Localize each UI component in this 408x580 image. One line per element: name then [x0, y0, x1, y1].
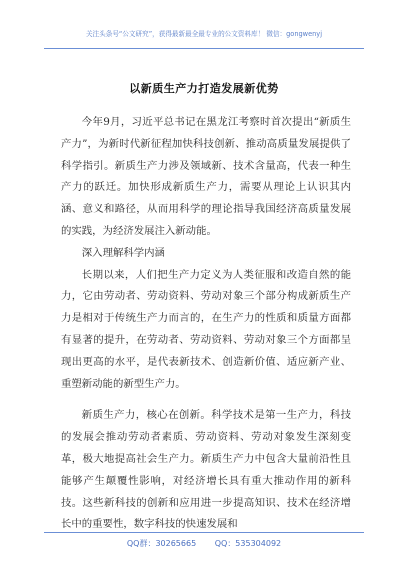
section-heading: 深入理解科学内涵: [81, 246, 165, 259]
paragraph-connotation: 长期以来，人们把生产力定义为人类征服和改造自然的能力，它由劳动者、劳动资料、劳动对象三个部分构成新质生产力是相对于传统生产力而言的，在生产力的性质和质量方面都有显著的提升，在劳动者、劳动资料、劳动对象三个方面都呈现出更高的水平，是代表新技术、创造新价值、适应新产业、重塑新动能的新型生产力。: [61, 268, 351, 390]
footer-divider: [44, 532, 364, 533]
page-header: [0, 0, 408, 70]
footer-qq-group: QQ群：30265665: [126, 539, 197, 548]
footer-qq-number: QQ：535304092: [214, 539, 282, 548]
paragraph-intro: 今年9月，习近平总书记在黑龙江考察时首次提出“新质生产力”，为新时代新征程加快科技创新、推动高质量发展提供了科学指引。新质生产力涉及领域新、技术含量高，代表一种生产力的跃迁。加快形成新质生产力，需要从理论上认识其内涵、意义和路径，从而用科学的理论指导我国经济高质量发展的实践，为经济发展注入新动能。: [61, 116, 351, 237]
footer-contact: [0, 538, 408, 549]
paragraph-innovation: 新质生产力，核心在创新。科学技术是第一生产力，科技的发展会推动劳动者素质、劳动资料、劳动对象发生深刻变革，极大地提高社会生产力。新质生产力中包含大量前沿性且能够产生颠覆性影响，对经济增长具有重大推动作用的新科技。这些新科技的创新和应用进一步提高知识、技术在经济增长中的重要性，数字科技的快速发展和: [61, 409, 351, 531]
page-footer: [0, 530, 408, 580]
header-notice: 关注头条号“公文研究”，获得最新最全最专业的公文资料库！ 微信：gongwenyj: [85, 30, 323, 38]
document-body: [61, 112, 351, 536]
header-divider: [44, 48, 364, 49]
document-title: 以新质生产力打造发展新优势: [129, 82, 279, 95]
paragraph-gap: [61, 395, 351, 405]
